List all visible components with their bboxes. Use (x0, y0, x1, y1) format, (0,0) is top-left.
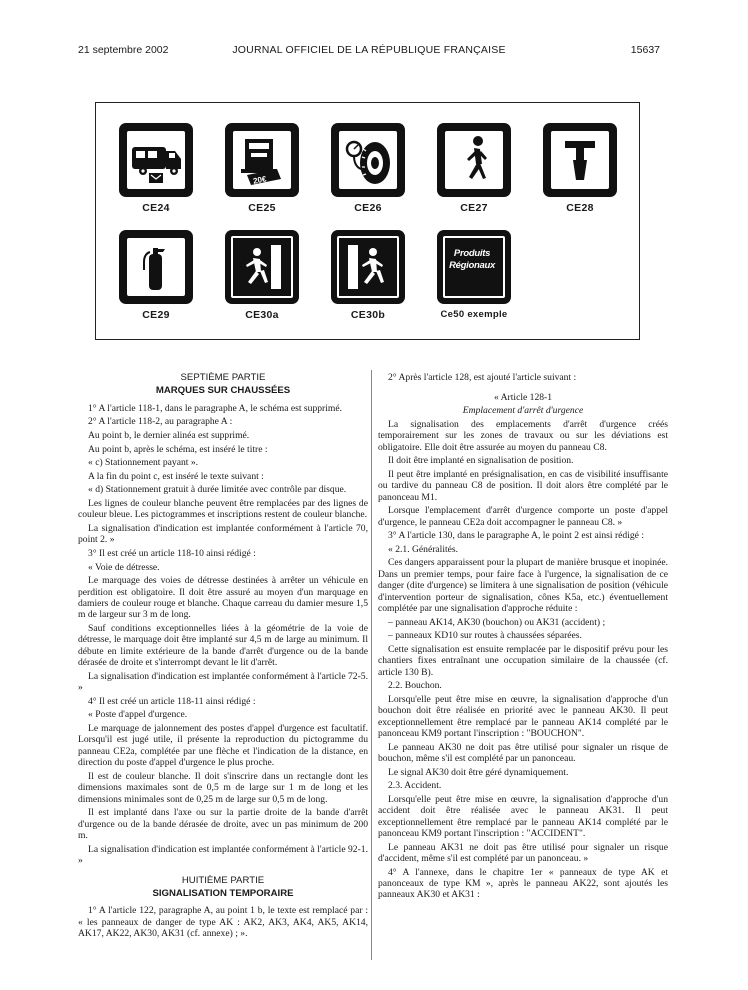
emergency-exit-icon (331, 230, 405, 304)
paragraph: Il peut être implanté en présignalisation, en cas de visibilité insuffisante ou tardive du panneau C8 de position. Il doit alors être complété par le panonceau M1. (378, 468, 668, 503)
column-divider (371, 370, 372, 960)
signs-figure (95, 102, 640, 340)
paragraph: 2.3. Accident. (388, 780, 442, 792)
sign-ce28 (542, 123, 618, 223)
header-title: JOURNAL OFFICIEL DE LA RÉPUBLIQUE FRANÇAISE (232, 44, 506, 56)
ce50-sign-text: Produits Régionaux (449, 248, 495, 271)
paragraph: 4° A l'annexe, dans le chapitre 1er « panneaux de type AK et panonceaux de type KM », après le panneau AK22, sont ajoutés les panneaux AK30 et AK31 : (378, 866, 668, 901)
sign-ce27 (436, 123, 512, 223)
paragraph: Il est de couleur blanche. Il doit s'inscrire dans un rectangle dont les dimensions maximales sont de 0,5 m de large sur 1 m de long et les dimensions minimales sont de 0,25 m de large sur 0,5 m de long. (78, 770, 368, 805)
extinguisher-icon (119, 230, 193, 304)
paragraph: Il doit être implanté en signalisation de position. (388, 455, 574, 467)
sign-ce30a (224, 230, 300, 330)
sign-ce26 (330, 123, 406, 223)
sign-code: CE25 (248, 202, 276, 214)
page-number: 15637 (630, 44, 660, 56)
section-subtitle: SIGNALISATION TEMPORAIRE (152, 888, 294, 899)
sign-code: CE30a (245, 309, 279, 321)
article-subheading: Emplacement d'arrêt d'urgence (462, 405, 584, 417)
emergency-exit-icon (225, 230, 299, 304)
paragraph: 4° Il est créé un article 118-11 ainsi rédigé : (88, 695, 256, 707)
paragraph: Lorsqu'elle peut être mise en œuvre, la signalisation d'approche d'un bouchon doit être réalisée en priorité avec le panneau AK30. Il peut exceptionnellement être remplacé par le panneau AK14 complété par le panonceau KM9 portant l'inscription : "BOUCHON". (378, 693, 668, 739)
tire-pressure-icon (331, 123, 405, 197)
sign-code: CE26 (354, 202, 382, 214)
list-item: – panneaux KD10 sur routes à chaussées séparées. (388, 630, 582, 642)
section-subtitle: MARQUES SUR CHAUSSÉES (155, 385, 291, 397)
paragraph: Les lignes de couleur blanche peuvent être remplacées par des lignes de couleur bleue. Les pictogrammes et inscriptions restent de couleur blanche. (78, 497, 368, 521)
left-column (78, 372, 368, 942)
paragraph: Cette signalisation est ensuite remplacée par le dispositif prévu pour les chantiers fixes entraînant une occupation similaire de la chaussée (cf. article 130 B). (378, 643, 668, 678)
cash-register-icon (225, 123, 299, 197)
sign-code: Ce50 exemple (440, 309, 508, 320)
pedestrian-icon (437, 123, 511, 197)
paragraph: 2.2. Bouchon. (388, 680, 442, 692)
paragraph: 2° A l'article 118-2, au paragraphe A : (88, 416, 233, 428)
right-column (378, 372, 668, 903)
paragraph: Sauf conditions exceptionnelles liées à la géométrie de la voie de détresse, le marquage doit être implanté sur 4,5 m de large au minimum. Il débute en limite extérieure de la bande d'arrêt d'urgence ou de la bande dérasée de droite et s'interrompt devant le lit d'arrêt. (78, 622, 368, 669)
paragraph: Le marquage de jalonnement des postes d'appel d'urgence est facultatif. Lorsqu'il est jugé utile, il présente la reproduction du pictogramme du panneau CE2a, complétée par une flèche et l'indication de la distance, en direction du poste d'appel d'urgence le plus proche. (78, 722, 368, 769)
paragraph: « 2.1. Généralités. (388, 543, 459, 555)
paragraph: 3° Il est créé un article 118-10 ainsi rédigé : (88, 547, 256, 559)
paragraph: « d) Stationnement gratuit à durée limitée avec contrôle par disque. (88, 484, 347, 496)
sign-code: CE28 (566, 202, 594, 214)
paragraph: 3° A l'article 130, dans le paragraphe A, le point 2 est ainsi rédigé : (388, 530, 644, 542)
sign-code: CE29 (142, 309, 170, 321)
paragraph: Le signal AK30 doit être géré dynamiquement. (388, 766, 569, 778)
sign-code: CE30b (350, 309, 386, 321)
header-date: 21 septembre 2002 (78, 44, 169, 56)
paragraph: Le marquage des voies de détresse destinées à arrêter un véhicule en perdition est obligatoire. Il doit être assuré au moyen d'un marquage en damiers de couleur rouge et blanche. Chaque carreau du damier mesure 1,5 m de largeur sur 3 m de long. (78, 575, 368, 621)
signs-row-1 (96, 123, 639, 231)
paragraph: Au point b, le dernier alinéa est supprimé. (88, 430, 250, 441)
paragraph: Lorsqu'elle peut être mise en œuvre, la signalisation d'approche d'un accident doit être réalisée avec le panneau AK31. Il peut exceptionnellement être remplacé par le panneau AK14 complété par le panonceau KM9 portant l'inscription : "ACCIDENT". (378, 793, 668, 839)
sign-ce50 (436, 230, 512, 330)
sign-ce29 (118, 230, 194, 330)
paragraph: A la fin du point c, est inséré le texte suivant : (88, 470, 264, 482)
section-title: HUITIÈME PARTIE (181, 874, 265, 886)
paragraph: « Voie de détresse. (88, 561, 160, 573)
sign-ce25 (224, 123, 300, 223)
paragraph: La signalisation d'indication est implantée conformément à l'article 72-5. » (78, 670, 368, 694)
paragraph: Il est implanté dans l'axe ou sur la partie droite de la bande d'arrêt d'urgence ou de la bande dérasée de droite, avec un pas minimum de 200 m. (78, 807, 368, 841)
paragraph: La signalisation d'indication est implantée conformément à l'article 70, point 2. » (78, 522, 368, 546)
paragraph: Lorsque l'emplacement d'arrêt d'urgence comporte un poste d'appel d'urgence, le panneau CE2a doit accompagner le panneau C8. » (378, 505, 668, 528)
sign-ce24 (118, 123, 194, 223)
paragraph: « c) Stationnement payant ». (88, 457, 199, 469)
svg-text:20€: 20€ (252, 174, 268, 186)
page-header (78, 44, 660, 60)
list-item: – panneau AK14, AK30 (bouchon) ou AK31 (accident) ; (388, 616, 606, 628)
paragraph: « Poste d'appel d'urgence. (88, 709, 188, 721)
paragraph: 2° Après l'article 128, est ajouté l'article suivant : (388, 372, 577, 383)
paragraph: La signalisation d'indication est implantée conformément à l'article 92-1. » (78, 843, 368, 866)
paragraph: La signalisation des emplacements d'arrêt d'urgence créés temporairement sur les zones de travaux ou sur les déviations est obligatoire. Elle doit être assurée au moyen du panneau C8. (378, 418, 668, 453)
paragraph: 1° A l'article 122, paragraphe A, au point 1 b, le texte est remplacé par : « les panneaux de danger de type AK : AK2, AK3, AK4, AK5, AK14, AK17, AK22, AK30, AK31 (cf. annexe) ; ». (78, 905, 368, 940)
sign-code: CE27 (460, 202, 488, 214)
article-heading: « Article 128-1 (493, 391, 553, 403)
paragraph: Au point b, après le schéma, est inséré le titre : (88, 443, 268, 455)
tool-icon (543, 123, 617, 197)
paragraph: Ces dangers apparaissent pour la plupart de manière brusque et inopinée. Dans un premier temps, pour faire face à l'urgence, la signalisation de ce danger (dite d'urgence) se limitera à une signalisation de position (véhicule d'intervention porteur de signalisation, cônes K5a, etc.) éventuellement complétée par une signalisation d'approche réduite : (378, 557, 668, 614)
paragraph: 1° A l'article 118-1, dans le paragraphe A, le schéma est supprimé. (88, 402, 343, 414)
caravan-icon (119, 123, 193, 197)
section-title: SEPTIÈME PARTIE (180, 372, 266, 383)
paragraph: Le panneau AK31 ne doit pas être utilisé pour signaler un risque d'accident, même s'il est complété par un panonceau. » (378, 841, 668, 864)
signs-row-2 (96, 230, 639, 338)
sign-code: CE24 (142, 202, 170, 214)
paragraph: Le panneau AK30 ne doit pas être utilisé pour signaler un risque de bouchon, même s'il est complété par un panonceau. (378, 741, 668, 764)
sign-ce30b (330, 230, 406, 330)
